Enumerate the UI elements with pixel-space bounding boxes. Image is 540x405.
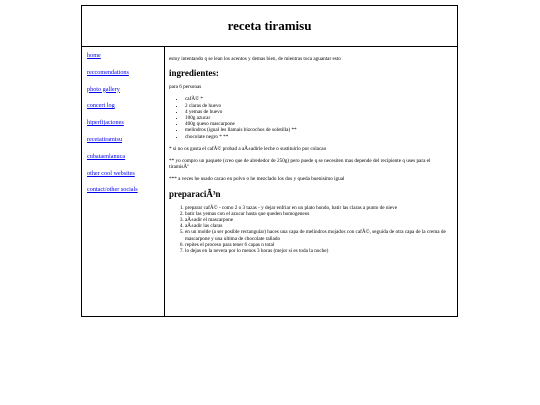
nav-link-concert-log[interactable]: concert log [87, 102, 115, 110]
nav-link-photo-gallery[interactable]: photo gallery [87, 85, 120, 93]
step-item: 7. lo dejas en la nevera por lo menos 3 horas (mejor si es toda la noche) [185, 248, 451, 254]
step-item: 3. aÃ±adir el mascarpone [185, 217, 451, 223]
note-chocolate: *** a veces he usado cacao en polvo o he mezclado los dos y queda buenisimo igual [169, 176, 345, 183]
page-title: receta tiramisu [227, 18, 312, 33]
note-coffee: * si no os gusta el cafÃ© probad a aÃ±adirle leche o sustituirlo por colacao [169, 145, 327, 152]
ingredients-heading: ingredientes: [169, 68, 219, 79]
ingredient-item: • 4 yemas de huevo [185, 109, 451, 115]
nav-link-other-cool-websites[interactable]: other cool websites [87, 169, 135, 177]
sidebar-nav [82, 47, 165, 316]
page-header [82, 6, 457, 47]
step-item: 1. preparar cafÃ© - como 2 o 3 tazas - y dejar enfriar en un plato hondo, batir las claras a punto de nieve [185, 205, 451, 211]
nav-link-home[interactable]: home [87, 52, 101, 59]
nav-link-hiperfijaciones[interactable]: hiperfijaciones [87, 119, 124, 127]
ingredient-item: • cafÃ© * [185, 96, 451, 102]
intro-text: estoy intentando q se lean los acentos y demas bien, de mientras toca aguantar esto [169, 56, 341, 62]
preparation-heading: preparaciÃ³n [169, 188, 221, 199]
ingredients-list [169, 96, 451, 139]
ingredient-item: • melindros (igual les llamais bizcochos de soletilla) ** [185, 127, 451, 133]
note-melindros: ** yo compro un paquete (creo que de alrededor de 250g) pero puede q se necesiten mas depende del recipiente q uses para el tiramisÃº [169, 158, 431, 171]
main-content [165, 47, 457, 316]
step-item: 4. aÃ±adir las claras [185, 223, 451, 229]
ingredient-item: • 400g queso mascarpone [185, 121, 451, 127]
ingredient-item: • chocolate negro * ** [185, 134, 451, 140]
steps-list [169, 205, 451, 255]
ingredient-item: • 100g azucar [185, 115, 451, 121]
nav-link-contact-other-socials[interactable]: contact/other socials [87, 186, 138, 194]
nav-link-reccomendations[interactable]: reccomendations [87, 68, 129, 76]
step-item: 5. en un molde (a ser posible rectangular) haces una capa de melindros mojados con cafÃ©, seguida de otra capa de la crema de mascarpone y una ultima de chocolate rallado [185, 229, 451, 241]
step-item: 2. batir las yemas con el azucar hasta que queden homogeneos [185, 211, 451, 217]
page-frame [81, 5, 458, 317]
step-item: 6. repites el proceso para tener 6 capas n total [185, 242, 451, 248]
servings-text: para 6 personas [169, 84, 202, 91]
nav-link-cubataenlanuca[interactable]: cubataenlanuca [87, 152, 126, 160]
ingredient-item: • 2 claras de huevo [185, 103, 451, 109]
nav-link-recetatiramisu[interactable]: recetatiramisu [87, 135, 123, 143]
